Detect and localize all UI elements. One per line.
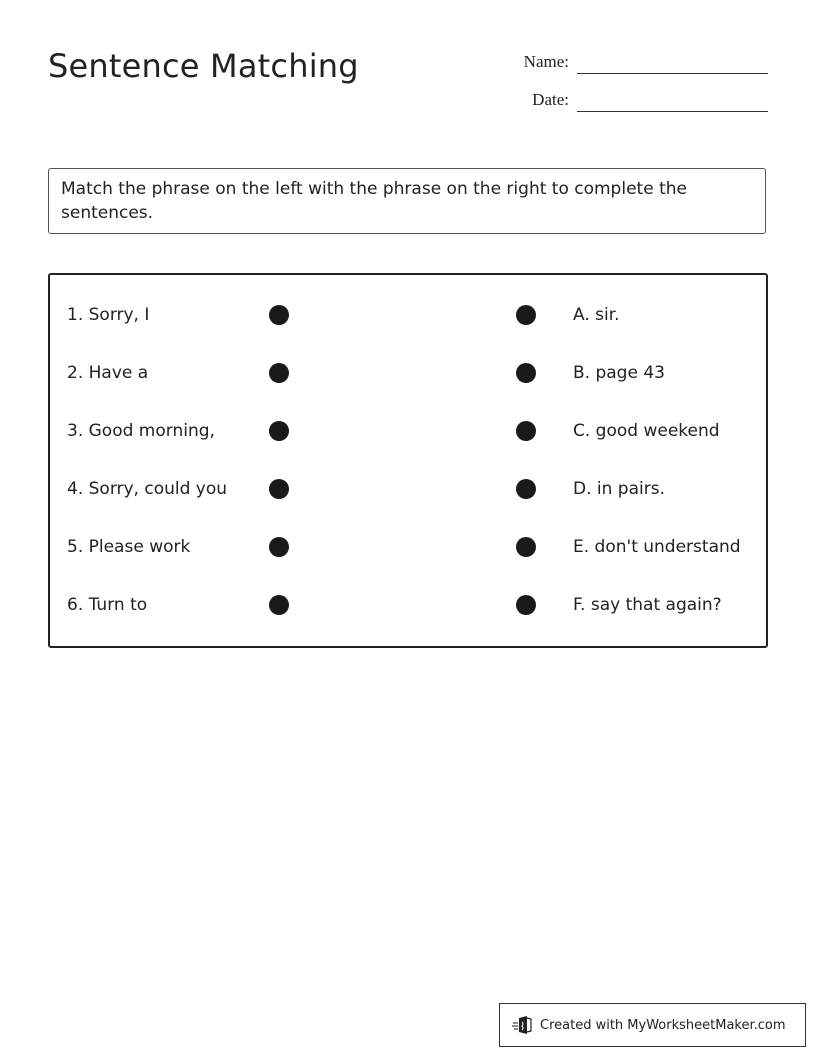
right-dot[interactable]: [516, 479, 536, 499]
left-dot[interactable]: [269, 595, 289, 615]
left-phrase: 6. Turn to: [67, 595, 148, 615]
right-phrase: A. sir.: [573, 305, 620, 325]
right-phrase: D. in pairs.: [573, 479, 665, 499]
match-row: [50, 303, 766, 327]
right-dot[interactable]: [516, 305, 536, 325]
worksheet-maker-logo-icon: [512, 1014, 534, 1036]
match-row: [50, 593, 766, 617]
left-dot[interactable]: [269, 537, 289, 557]
left-phrase: 1. Sorry, I: [67, 305, 150, 325]
footer-text[interactable]: Created with MyWorksheetMaker.com: [540, 1017, 786, 1033]
right-phrase: E. don't understand: [573, 537, 741, 557]
match-row: [50, 477, 766, 501]
matching-area: [48, 273, 768, 648]
left-dot[interactable]: [269, 421, 289, 441]
match-row: [50, 361, 766, 385]
left-dot[interactable]: [269, 305, 289, 325]
footer-badge[interactable]: [499, 1003, 806, 1047]
right-dot[interactable]: [516, 537, 536, 557]
date-field[interactable]: [532, 90, 768, 110]
left-phrase: 4. Sorry, could you: [67, 479, 228, 499]
right-phrase: B. page 43: [573, 363, 665, 383]
page-title: Sentence Matching: [48, 47, 359, 85]
date-label: Date:: [532, 90, 569, 109]
date-line[interactable]: [577, 111, 768, 112]
left-dot[interactable]: [269, 363, 289, 383]
right-dot[interactable]: [516, 595, 536, 615]
right-phrase: C. good weekend: [573, 421, 720, 441]
left-dot[interactable]: [269, 479, 289, 499]
name-line[interactable]: [577, 73, 768, 74]
left-phrase: 3. Good morning,: [67, 421, 215, 441]
left-phrase: 2. Have a: [67, 363, 149, 383]
right-dot[interactable]: [516, 421, 536, 441]
match-row: [50, 535, 766, 559]
instructions-box: [48, 168, 766, 234]
left-phrase: 5. Please work: [67, 537, 191, 557]
right-phrase: F. say that again?: [573, 595, 722, 615]
name-label: Name:: [523, 52, 569, 71]
right-dot[interactable]: [516, 363, 536, 383]
instructions-text: Match the phrase on the left with the phrase on the right to complete the sentences.: [61, 179, 687, 223]
match-row: [50, 419, 766, 443]
name-field[interactable]: [524, 52, 768, 72]
